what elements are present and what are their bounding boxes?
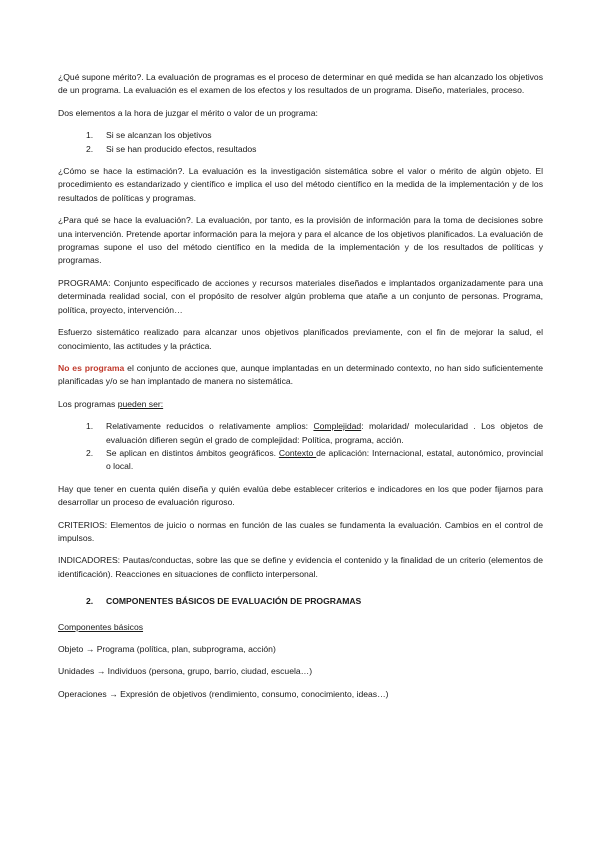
list-item [58,420,543,447]
component-objeto: Objeto → Programa (política, plan, subprograma, acción) [58,644,276,654]
section-heading [58,595,543,608]
paragraph-text: el conjunto de acciones que, aunque implantadas en un determinado contexto, no han sido suficientemente planificadas y/o se han implantado de manera no sistemática. [58,362,543,387]
list-item-text: Si se alcanzan los objetivos [106,130,212,141]
paragraph-indicadores: INDICADORES: Pautas/conductas, sobre las que se define y evidencia el contenido y la finalidad de un criterio (elementos de identificación). Reacciones en situaciones de conflicto interpersonal. [58,555,543,579]
highlight-no-es-programa: No es programa [58,362,125,373]
list-item [58,143,543,156]
paragraph-text: Los programas [58,398,118,409]
list-item-text: de aplicación: Internacional, estatal, autonómico, provincial o local. [106,447,544,472]
list-item-text: : molaridad/ molecularidad . Los objetos de evaluación difieren según el grado de complejidad: Política, programa, acción. [106,421,543,445]
underlined-text: pueden ser: [117,398,164,409]
list-number: 2. [86,143,94,154]
paragraph-criterios: CRITERIOS: Elementos de juicio o normas en función de las cuales se fundamenta la evaluación. Cambios en el control de impulsos. [58,519,543,543]
list-item-text: Si se han producido efectos, resultados [106,143,257,154]
paragraph-estimacion: ¿Cómo se hace la estimación?. La evaluación es la investigación sistemática sobre el valor o mérito de algún objeto. El procedimiento es estandarizado y científico e implica el uso del método científico en la medida de la implementación y de los resultados de políticas y programas. [58,166,543,203]
heading-number: 2. [86,596,94,607]
list-number: 1. [86,421,94,432]
paragraph-no-es-programa [58,362,543,389]
paragraph-dos-elementos: Dos elementos a la hora de juzgar el mérito o valor de un programa: [58,107,318,118]
component-operaciones: Operaciones → Expresión de objetivos (rendimiento, consumo, conocimiento, ideas…) [58,688,389,699]
list-criterios-merito [58,129,543,156]
component-unidades: Unidades → Individuos (persona, grupo, barrio, ciudad, escuela…) [58,666,313,677]
list-item [58,447,543,474]
paragraph-criterios-indicadores: Hay que tener en cuenta quién diseña y quién evalúa debe establecer criterios e indicadores en los que poder fijarnos para desarrollar un proceso de evaluación riguroso. [58,483,543,508]
list-tipos-programas [58,420,543,474]
paragraph-para-que: ¿Para qué se hace la evaluación?. La evaluación, por tanto, es la provisión de información para la toma de decisiones sobre una intervención. Pretende aportar información para la mejora y para el alcance de los objetivos planificados. La evaluación de programas supone el uso del método científico en la medida de la implementación y de los resultados de políticas y programas. [58,215,543,266]
list-number: 2. [86,447,94,458]
heading-text: COMPONENTES BÁSICOS DE EVALUACIÓN DE PROGRAMAS [106,596,362,607]
paragraph-programa-definicion: PROGRAMA: Conjunto especificado de acciones y recursos materiales diseñados e implantados organizadamente para una determinada realidad social, con el propósito de resolver algún problema que atañe a un conjunto de personas. Programa, política, proyecto, intervención… [58,277,543,315]
list-number: 1. [86,130,94,141]
list-item [58,129,543,142]
underlined-text: Contexto [278,447,317,458]
list-item-text: Se aplican en distintos ámbitos geográficos. [106,447,279,458]
subheading-componentes: Componentes básicos [58,621,144,632]
paragraph-esfuerzo-sistematico: Esfuerzo sistemático realizado para alcanzar unos objetivos planificados previamente, con el fin de mejorar la salud, el conocimiento, las actitudes y la práctica. [58,327,543,351]
paragraph-merito: ¿Qué supone mérito?. La evaluación de programas es el proceso de determinar en qué medida se han alcanzado los objetivos de un programa. La evaluación es el examen de los efectos y los resultados de un programa. Diseño, materiales, proceso. [58,72,543,96]
paragraph-pueden-ser [58,398,543,411]
underlined-text: Complejidad [313,421,362,432]
list-item-text: Relativamente reducidos o relativamente amplios: [106,421,314,432]
